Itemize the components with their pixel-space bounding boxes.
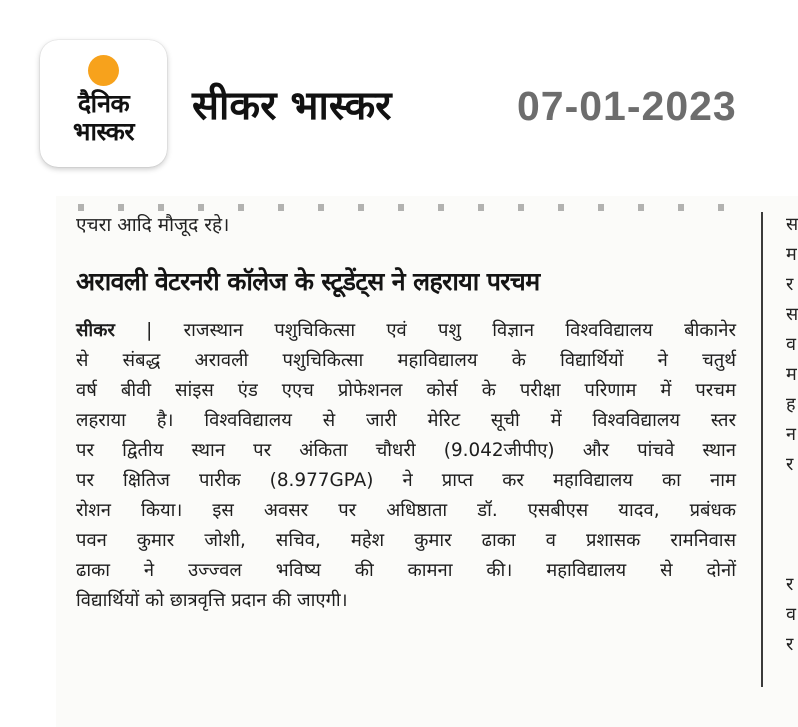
article-line: ढाका ने उज्ज्वल भविष्य की कामना की। महाविद्यालय से दोनों	[76, 560, 736, 581]
article-line: से संबद्ध अरावली पशुचिकित्सा महाविद्यालय के विद्यार्थियों ने चतुर्थ	[76, 350, 736, 371]
article-line: विद्यार्थियों को छात्रवृत्ति प्रदान की जाएगी।	[76, 590, 348, 611]
next-column-char	[786, 540, 798, 570]
newspaper-clipping	[56, 196, 798, 727]
paper-date: 07-01-2023	[517, 83, 737, 129]
next-column-char	[786, 480, 798, 510]
next-column-char: र	[786, 634, 794, 655]
next-column-char	[786, 510, 798, 540]
article-line: सीकर | राजस्थान पशुचिकित्सा एवं पशु विज्ञान विश्वविद्यालय बीकानेर	[76, 320, 736, 341]
dainik-bhaskar-logo	[40, 40, 167, 167]
article-dateline: सीकर	[76, 320, 115, 341]
next-column-char: म	[786, 244, 797, 265]
article-line: पर द्वितीय स्थान पर अंकिता चौधरी (9.042जीपीए) और पांचवे स्थान	[76, 440, 736, 461]
article-line: रोशन किया। इस अवसर पर अधिष्ठाता डॉ. एसबीएस यादव, प्रबंधक	[76, 500, 736, 521]
next-column-fragments	[786, 210, 798, 660]
article-line: लहराया है। विश्वविद्यालय से जारी मेरिट सूची में विश्वविद्यालय स्तर	[76, 410, 736, 431]
next-column-char: न	[786, 424, 796, 445]
next-column-char: ह	[786, 394, 796, 415]
paper-edition-name: सीकर भास्कर	[192, 83, 392, 129]
logo-text-line-1: दैनिक	[77, 89, 130, 118]
logo-text-line-2: भास्कर	[72, 117, 135, 146]
next-column-char: र	[786, 454, 794, 475]
previous-article-tail: एचरा आदि मौजूद रहे।	[76, 214, 230, 236]
next-column-char: व	[786, 604, 797, 625]
article-line: वर्ष बीवी सांइस एंड एएच प्रोफेशनल कोर्स के परीक्षा परिणाम में परचम	[76, 380, 736, 401]
next-column-char: स	[786, 214, 798, 235]
column-divider	[761, 212, 763, 687]
article-line: पर क्षितिज पारीक (8.977GPA) ने प्राप्त कर महाविद्यालय का नाम	[76, 470, 736, 491]
article-headline: अरावली वेटरनरी कॉलेज के स्टूडेंट्स ने लहराया परचम	[76, 267, 540, 296]
next-column-char: व	[786, 334, 797, 355]
next-column-char: स	[786, 304, 798, 325]
article-line: पवन कुमार जोशी, सचिव, महेश कुमार ढाका व प्रशासक रामनिवास	[76, 530, 736, 551]
next-column-char: र	[786, 274, 794, 295]
next-column-char: र	[786, 574, 794, 595]
next-column-char: म	[786, 364, 797, 385]
sun-icon	[88, 55, 119, 86]
article-body	[76, 316, 736, 616]
